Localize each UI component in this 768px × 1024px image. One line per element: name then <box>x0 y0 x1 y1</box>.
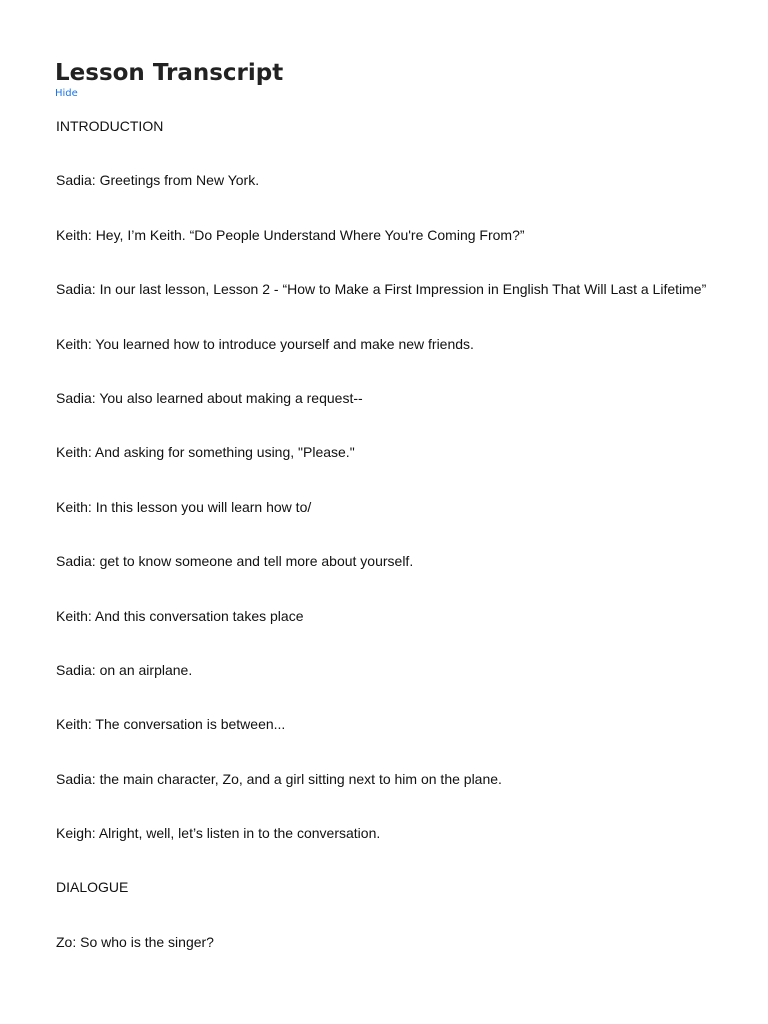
transcript-line: Keith: And asking for something using, "Please." <box>56 444 355 461</box>
transcript-line: Keith: In this lesson you will learn how to/ <box>56 498 312 515</box>
transcript-line: Sadia: the main character, Zo, and a girl sitting next to him on the plane. <box>56 770 502 787</box>
section-heading-dialogue: DIALOGUE <box>56 879 129 896</box>
transcript-line: Sadia: on an airplane. <box>56 661 193 678</box>
transcript-line: Zo: So who is the singer? <box>56 933 214 950</box>
transcript-line: Keith: You learned how to introduce yourself and make new friends. <box>56 335 474 352</box>
transcript-line: Keith: The conversation is between... <box>56 716 286 733</box>
transcript-list <box>56 116 748 986</box>
transcript-line: Keith: And this conversation takes place <box>56 607 304 624</box>
section-heading-introduction: INTRODUCTION <box>56 118 164 134</box>
transcript-line: Keigh: Alright, well, let’s listen in to the conversation. <box>56 825 381 842</box>
transcript-line: Keith: Hey, I’m Keith. “Do People Understand Where You're Coming From?” <box>56 226 525 243</box>
page-title: Lesson Transcript <box>55 60 284 86</box>
transcript-line: Sadia: get to know someone and tell more about yourself. <box>56 553 414 570</box>
hide-link[interactable]: Hide <box>55 88 78 99</box>
transcript-line: Sadia: In our last lesson, Lesson 2 - “How to Make a First Impression in English That Will Last a Lifetime” <box>56 281 707 298</box>
transcript-line: Sadia: You also learned about making a request-- <box>56 389 363 406</box>
transcript-page <box>55 0 748 1024</box>
transcript-line: Sadia: Greetings from New York. <box>56 172 260 189</box>
